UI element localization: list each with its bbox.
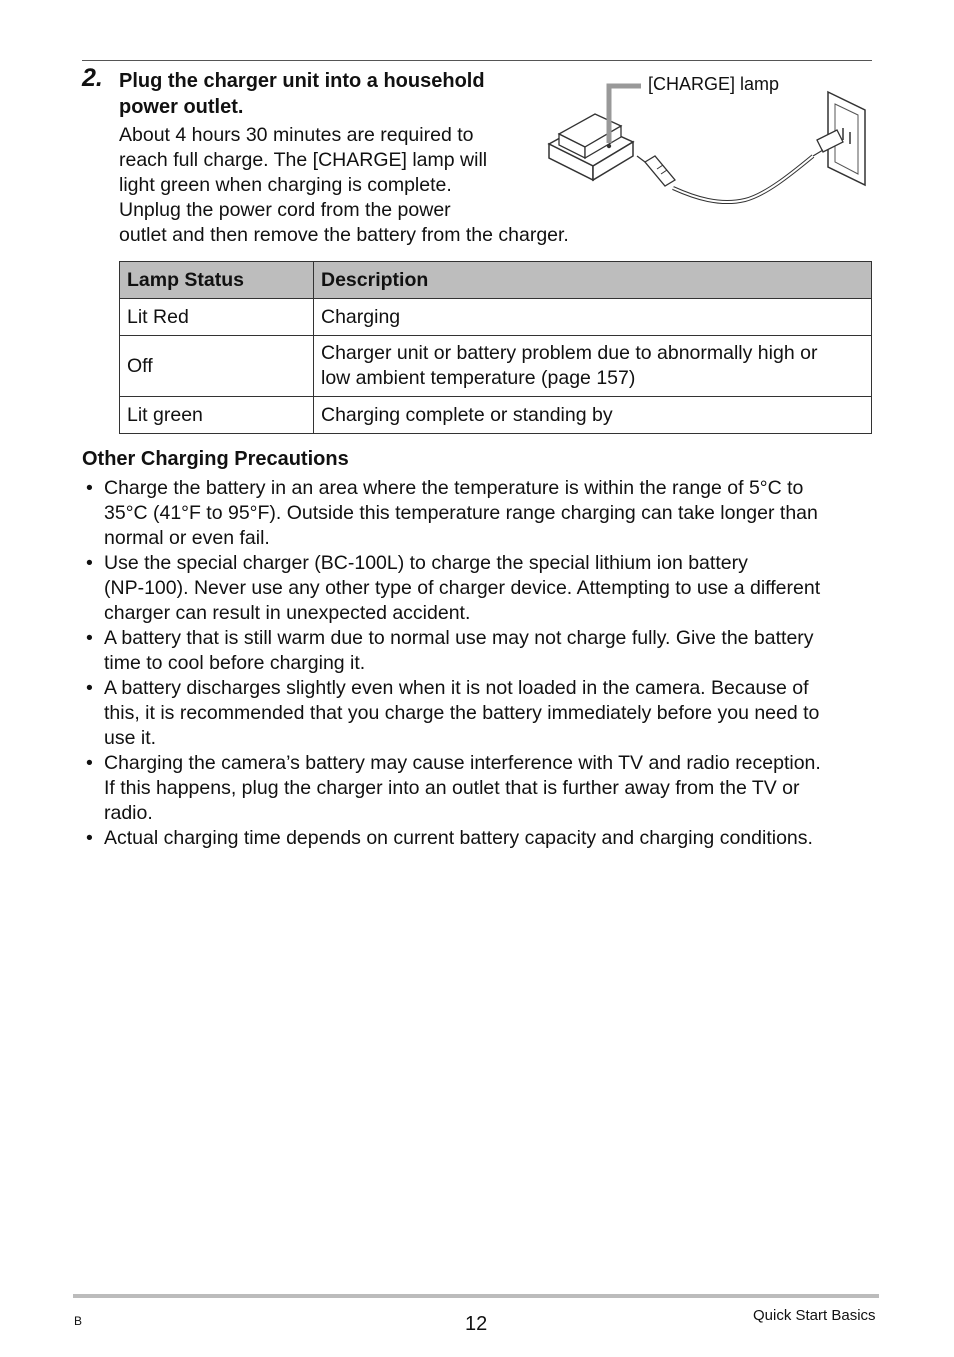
bullet-icon: •	[86, 477, 93, 499]
step-title-line: power outlet.	[119, 96, 244, 118]
step-number: 2.	[82, 64, 103, 92]
list-item-line: normal or even fail.	[104, 527, 270, 549]
step-body-line: outlet and then remove the battery from the charger.	[119, 224, 569, 246]
table-header-description: Description	[314, 262, 872, 299]
list-item-line: Charging the camera’s battery may cause interference with TV and radio reception.	[104, 752, 821, 774]
description-line: Charger unit or battery problem due to abnormally high or	[321, 342, 818, 364]
footer-section-title: Quick Start Basics	[753, 1307, 876, 1324]
list-item-line: this, it is recommended that you charge the battery immediately before you need to	[104, 702, 820, 724]
description-line: Charging complete or standing by	[321, 403, 613, 426]
table-row	[120, 397, 872, 434]
page-number: 12	[465, 1313, 488, 1335]
step-title	[119, 68, 549, 120]
list-item	[82, 676, 882, 751]
list-item-line: If this happens, plug the charger into an outlet that is further away from the TV or	[104, 777, 800, 799]
bullet-icon: •	[86, 827, 93, 849]
description-line: Charging	[321, 305, 401, 328]
table-row	[120, 299, 872, 336]
step-body-line: About 4 hours 30 minutes are required to	[119, 124, 474, 146]
list-item	[82, 476, 882, 551]
table-row	[120, 336, 872, 397]
bullet-icon: •	[86, 752, 93, 774]
list-item-line: Use the special charger (BC-100L) to charge the special lithium ion battery	[104, 552, 748, 574]
description-cell	[314, 336, 872, 397]
table-header-lamp-status: Lamp Status	[120, 262, 314, 299]
list-item-line: A battery discharges slightly even when it is not loaded in the camera. Because of	[104, 677, 809, 699]
description-cell	[314, 397, 872, 434]
cord-connector-icon	[637, 156, 675, 186]
list-item-line: radio.	[104, 802, 153, 824]
list-item-line: Charge the battery in an area where the temperature is within the range of 5°C to	[104, 477, 804, 499]
list-item-line: (NP-100). Never use any other type of charger device. Attempting to use a different	[104, 577, 821, 599]
charger-unit-icon	[549, 114, 633, 180]
step-body-line: light green when charging is complete.	[119, 174, 452, 196]
bullet-icon: •	[86, 677, 93, 699]
list-item	[82, 626, 882, 676]
lamp-status-cell: Lit Red	[120, 299, 314, 336]
list-item	[82, 751, 882, 826]
table-header-row	[120, 262, 872, 299]
list-item-line: charger can result in unexpected accident.	[104, 602, 471, 624]
step-body-line: Unplug the power cord from the power	[119, 199, 451, 221]
lamp-status-cell: Lit green	[120, 397, 314, 434]
step-title-line: Plug the charger unit into a household	[119, 70, 485, 92]
list-item-line: A battery that is still warm due to normal use may not charge fully. Give the battery	[104, 627, 814, 649]
list-item	[82, 551, 882, 626]
list-item	[82, 826, 882, 851]
description-line: low ambient temperature (page 157)	[321, 367, 636, 389]
precautions-heading: Other Charging Precautions	[82, 448, 349, 470]
top-rule	[82, 60, 872, 61]
charge-lamp-label: [CHARGE] lamp	[648, 74, 780, 94]
list-item-line: time to cool before charging it.	[104, 652, 366, 674]
list-item-line: 35°C (41°F to 95°F). Outside this temperature range charging can take longer than	[104, 502, 818, 524]
step-body-line: reach full charge. The [CHARGE] lamp will	[119, 149, 488, 171]
footer-language-code: B	[74, 1314, 83, 1328]
bullet-icon: •	[86, 627, 93, 649]
bullet-icon: •	[86, 552, 93, 574]
list-item-line: use it.	[104, 727, 157, 749]
description-cell	[314, 299, 872, 336]
lamp-status-cell: Off	[120, 336, 314, 397]
list-item-line: Actual charging time depends on current battery capacity and charging conditions.	[104, 827, 813, 849]
lamp-status-table	[119, 261, 872, 434]
footer-rule	[73, 1294, 879, 1298]
precautions-list	[82, 476, 882, 851]
